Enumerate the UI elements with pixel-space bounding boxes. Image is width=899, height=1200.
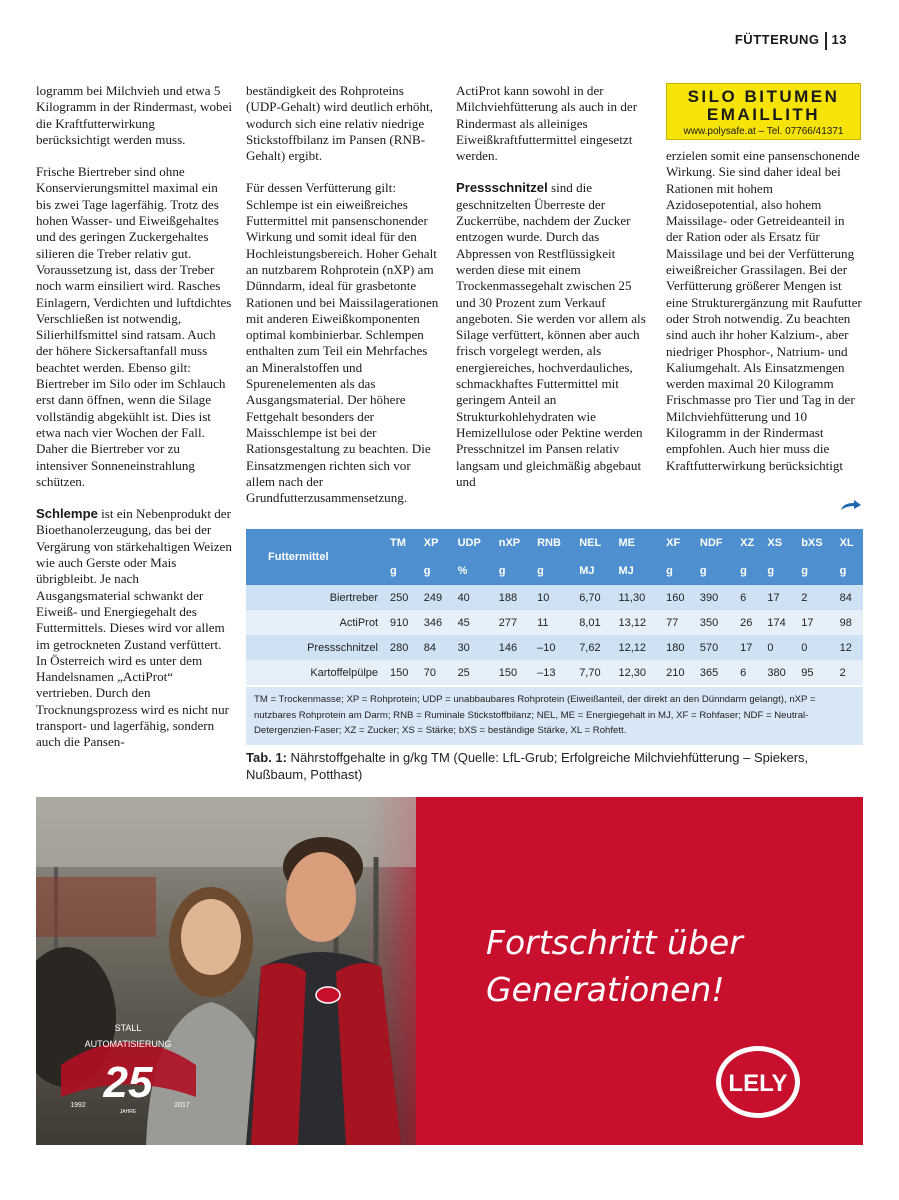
paragraph [456,180,652,490]
unit-cell: g [662,557,696,585]
unit-cell: g [836,557,863,585]
table-cell: 210 [662,660,696,685]
unit-cell: g [696,557,736,585]
table-cell: 0 [763,635,797,660]
column-header: XF [662,529,696,557]
paragraph: beständigkeit des Rohproteins (UDP-Gehalt) wird deutlich erhöht, wodurch sich eine relativ niedrige Stickstoffbilanz im Pansen (RNB-Gehalt) ergibt. [246,83,433,164]
paragraph: Für dessen Verfütterung gilt: Schlempe ist ein eiweißreiches Futtermittel mit pansenschonender Wirkung und somit ideal für den Hochleistungsbereich. Hoher Gehalt an nutzbarem Rohprotein (nXP) am Dünndarm, ideal für grasbetonte Rationen und bei Maissilagerationen mit anderen Eiweißkomponenten optimal kombinierbar. Schlempen enthalten zum Teil ein Mehrfaches an Mineralstoffen und Spurenelementen als das Ausgangsmaterial. Der höhere Fettgehalt besonders der Maisschlempe ist bei der Rationsgestaltung zu beachten. Die Einsatzmengen richten sich vor allem nach der Grundfutterzusammensetzung. [246,180,439,506]
table-cell: –10 [533,635,575,660]
table-cell: 277 [495,610,533,635]
ad-line-1: SILO BITUMEN [687,87,840,106]
ad-image [36,797,863,1145]
badge-top-text: STALL [114,1023,142,1033]
column-header: RNB [533,529,575,557]
row-label: Biertreber [246,585,386,610]
page-header [735,32,847,50]
column-header: XP [420,529,454,557]
caption-label: Tab. 1: [246,750,287,765]
table-cell: 17 [797,610,835,635]
table-cell: 249 [420,585,454,610]
table-cell: 0 [797,635,835,660]
table-cell: 17 [736,635,763,660]
unit-cell: MJ [575,557,614,585]
column-header: XL [836,529,863,557]
paragraph-text: ist ein Nebenprodukt der Bioethanolerzeugung, das bei der Vergärung von stärkehaltigen Weizen wie auch Gerste oder Mais übrigbleibt. Je nach Ausgangsmaterial schwankt der Eiweiß- und Energiegehalt des Futtermittels. Dieses wird vor allem im getrockneten Zustand verfüttert. In Österreich wird es unter dem Handelsnamen „ActiProt“ vertrieben. Durch den Trocknungsprozess wird es nicht nur transport- und lagerfähig, sondern auch die Pansen- [36,506,232,750]
table-cell: 26 [736,610,763,635]
paragraph: ActiProt kann sowohl in der Milchviehfütterung als auch in der Rindermast als alleiniges Eiweißkraftfuttermittel eingesetzt werden. [456,83,638,164]
ad-headline-line-2: Generationen! [486,970,725,1009]
table-cell: 180 [662,635,696,660]
badge-number: 25 [103,1058,153,1107]
table-cell: 70 [420,660,454,685]
table-cell: 98 [836,610,863,635]
table-cell: 570 [696,635,736,660]
table-cell: 95 [797,660,835,685]
unit-cell: g [420,557,454,585]
table-cell: 6,70 [575,585,614,610]
table-cell: 150 [495,660,533,685]
table-cell: –13 [533,660,575,685]
unit-cell: g [736,557,763,585]
badge-mid-text: AUTOMATISIERUNG [84,1039,172,1049]
unit-cell: g [763,557,797,585]
row-label: Kartoffelpülpe [246,660,386,685]
table-cell: 6 [736,585,763,610]
unit-cell: g [533,557,575,585]
column-header: XZ [736,529,763,557]
unit-cell: g [495,557,533,585]
table-cell: 84 [420,635,454,660]
paragraph-lead: Schlempe [36,506,98,522]
badge-year-start: 1992 [70,1102,86,1109]
column-header: XS [763,529,797,557]
text-column-3 [456,83,652,506]
table-cell: 10 [533,585,575,610]
table-cell: 250 [386,585,420,610]
column-header: nXP [495,529,533,557]
table-cell: 17 [763,585,797,610]
table-cell: 174 [763,610,797,635]
paragraph-text: sind die geschnitzelten Überreste der Zuckerrübe, nachdem der Zucker entzogen wurde. Durch das Abpressen von Restflüssigkeit werden diese mit einem Trockenmassegehalt zwischen 25 und 30 Prozent zum Verkauf angeboten. Sie werden vor allem als Silage verfüttert, können aber auch frisch vorgelegt werden, als energiereiches, hochverdauliches, schmackhaftes Futtermittel mit geringem Anteil an Strukturkohlehydraten wie Hemizellulose oder Pektine werden Presschnitzel im Pansen relativ langsam und gleichmäßig abgebaut und [456,180,646,489]
lely-advertisement[interactable] [36,797,863,1145]
badge-year-end: 2017 [174,1102,190,1109]
table-cell: 11 [533,610,575,635]
table-cell: 7,62 [575,635,614,660]
table-row [246,585,863,610]
unit-cell: % [454,557,495,585]
column-header: UDP [454,529,495,557]
column-header: NEL [575,529,614,557]
paragraph-lead: Pressschnitzel [456,180,548,196]
table-cell: 280 [386,635,420,660]
unit-cell: g [386,557,420,585]
table-cell: 8,01 [575,610,614,635]
table-cell: 350 [696,610,736,635]
table-cell: 146 [495,635,533,660]
table-cell: 12 [836,635,863,660]
text-column-4 [666,148,862,490]
column-header: bXS [797,529,835,557]
caption-text: Nährstoffgehalte in g/kg TM (Quelle: LfL-Grub; Erfolgreiche Milchviehfütterung – Spiekers, Nußbaum, Potthast) [246,750,809,782]
table-cell: 160 [662,585,696,610]
ad-contact: www.polysafe.at – Tel. 07766/41371 [683,126,844,137]
paragraph: logramm bei Milchvieh und etwa 5 Kilogramm in der Rindermast, wobei die Kraftfutterwirkung berücksichtigt werden muss. [36,83,233,147]
table-cell: 390 [696,585,736,610]
section-title: FÜTTERUNG [735,32,827,50]
lely-logo-text: LELY [728,1070,788,1097]
table-cell: 11,30 [614,585,662,610]
text-column-2 [246,83,442,522]
table-row [246,610,863,635]
paragraph: erzielen somit eine pansenschonende Wirkung. Sie sind daher ideal bei Rationen mit hohem Azidosepotential, also hohem Maissilage- oder Getreideanteil in der Ration oder als Ersatz für Maissilage und bei der Verfütterung eiweißreicher Grassilagen. Bei der Verfütterung größerer Mengen ist eine Strukturergänzung mit Raufutter oder Stroh notwendig. Zu beachten sind auch ihr hoher Kalzium-, aber niedriger Phosphor-, Natrium- und Kaliumgehalt. Als Einsatzmengen werden maximal 20 Kilogramm Frischmasse pro Tier und Tag in der Milchviehfütterung und 10 Kilogramm in der Rindermast empfohlen. Auch hier muss die Kraftfutterwirkung berücksichtigt [666,148,862,473]
table-caption [246,749,866,783]
table-row [246,660,863,685]
table-cell: 150 [386,660,420,685]
table-cell: 346 [420,610,454,635]
table-cell: 7,70 [575,660,614,685]
table-cell: 25 [454,660,495,685]
table-cell: 12,30 [614,660,662,685]
column-header: Futtermittel [246,529,386,585]
table-cell: 40 [454,585,495,610]
table-cell: 45 [454,610,495,635]
table-row [246,635,863,660]
ad-headline-line-1: Fortschritt über [486,923,743,962]
badge-jahre-text: JAHRE [119,1109,137,1115]
text-column-1 [36,83,232,767]
table-cell: 12,12 [614,635,662,660]
unit-cell: g [797,557,835,585]
table-cell: 365 [696,660,736,685]
unit-cell: MJ [614,557,662,585]
table-legend: TM = Trockenmasse; XP = Rohprotein; UDP = unabbaubares Rohprotein (Eiweißanteil, der direkt an den Dünndarm gelangt), nXP = nutzbares Rohprotein am Darm; RNB = Ruminale Stickstoffbilanz; NEL, ME = Energiegehalt in MJ, XF = Rohfaser; NDF = Neutral-Detergenzien-Faser; XZ = Zucker; XS = Stärke; bXS = beständige Stärke, XL = Rohfett. [246,687,863,745]
table-cell: 30 [454,635,495,660]
table-cell: 6 [736,660,763,685]
table-header-row [246,529,863,557]
nutrient-table [246,529,863,745]
paragraph: Frische Biertreber sind ohne Konservierungsmittel maximal ein bis zwei Tage lagerfähig. Trotz des hohen Wasser- und Eiweißgehaltes und des geringen Zuckergehaltes silieren die Treber relativ gut. Voraussetzung ist, dass der Treber noch warm einsiliert wird. Rasches Einlagern, Verdichten und luftdichtes Verschließen ist notwendig, Silierhilfsmittel sind ratsam. Auch der höhere Sickersaftanfall muss beachtet werden. Ebenso gilt: Biertreber im Silo oder im Schlauch erst dann öffnen, wenn die Silage vollständig abgekühlt ist. Dies ist etwa nach vier Wochen der Fall. Daher die Biertreber vor zu intensiver Sonneneinstrahlung schützen. [36,164,232,489]
table-cell: 13,12 [614,610,662,635]
table-cell: 77 [662,610,696,635]
row-label: Pressschnitzel [246,635,386,660]
column-header: TM [386,529,420,557]
table-cell: 2 [836,660,863,685]
lely-logo [716,1046,800,1118]
column-header: ME [614,529,662,557]
table-cell: 188 [495,585,533,610]
table-cell: 910 [386,610,420,635]
table-cell: 380 [763,660,797,685]
silo-bitumen-ad[interactable] [666,83,861,140]
ad-line-2: EMAILLITH [706,105,821,124]
table-cell: 84 [836,585,863,610]
paragraph [36,506,232,750]
column-header: NDF [696,529,736,557]
continue-arrow-icon [840,499,862,511]
page-number: 13 [831,32,847,47]
table-cell: 2 [797,585,835,610]
row-label: ActiProt [246,610,386,635]
